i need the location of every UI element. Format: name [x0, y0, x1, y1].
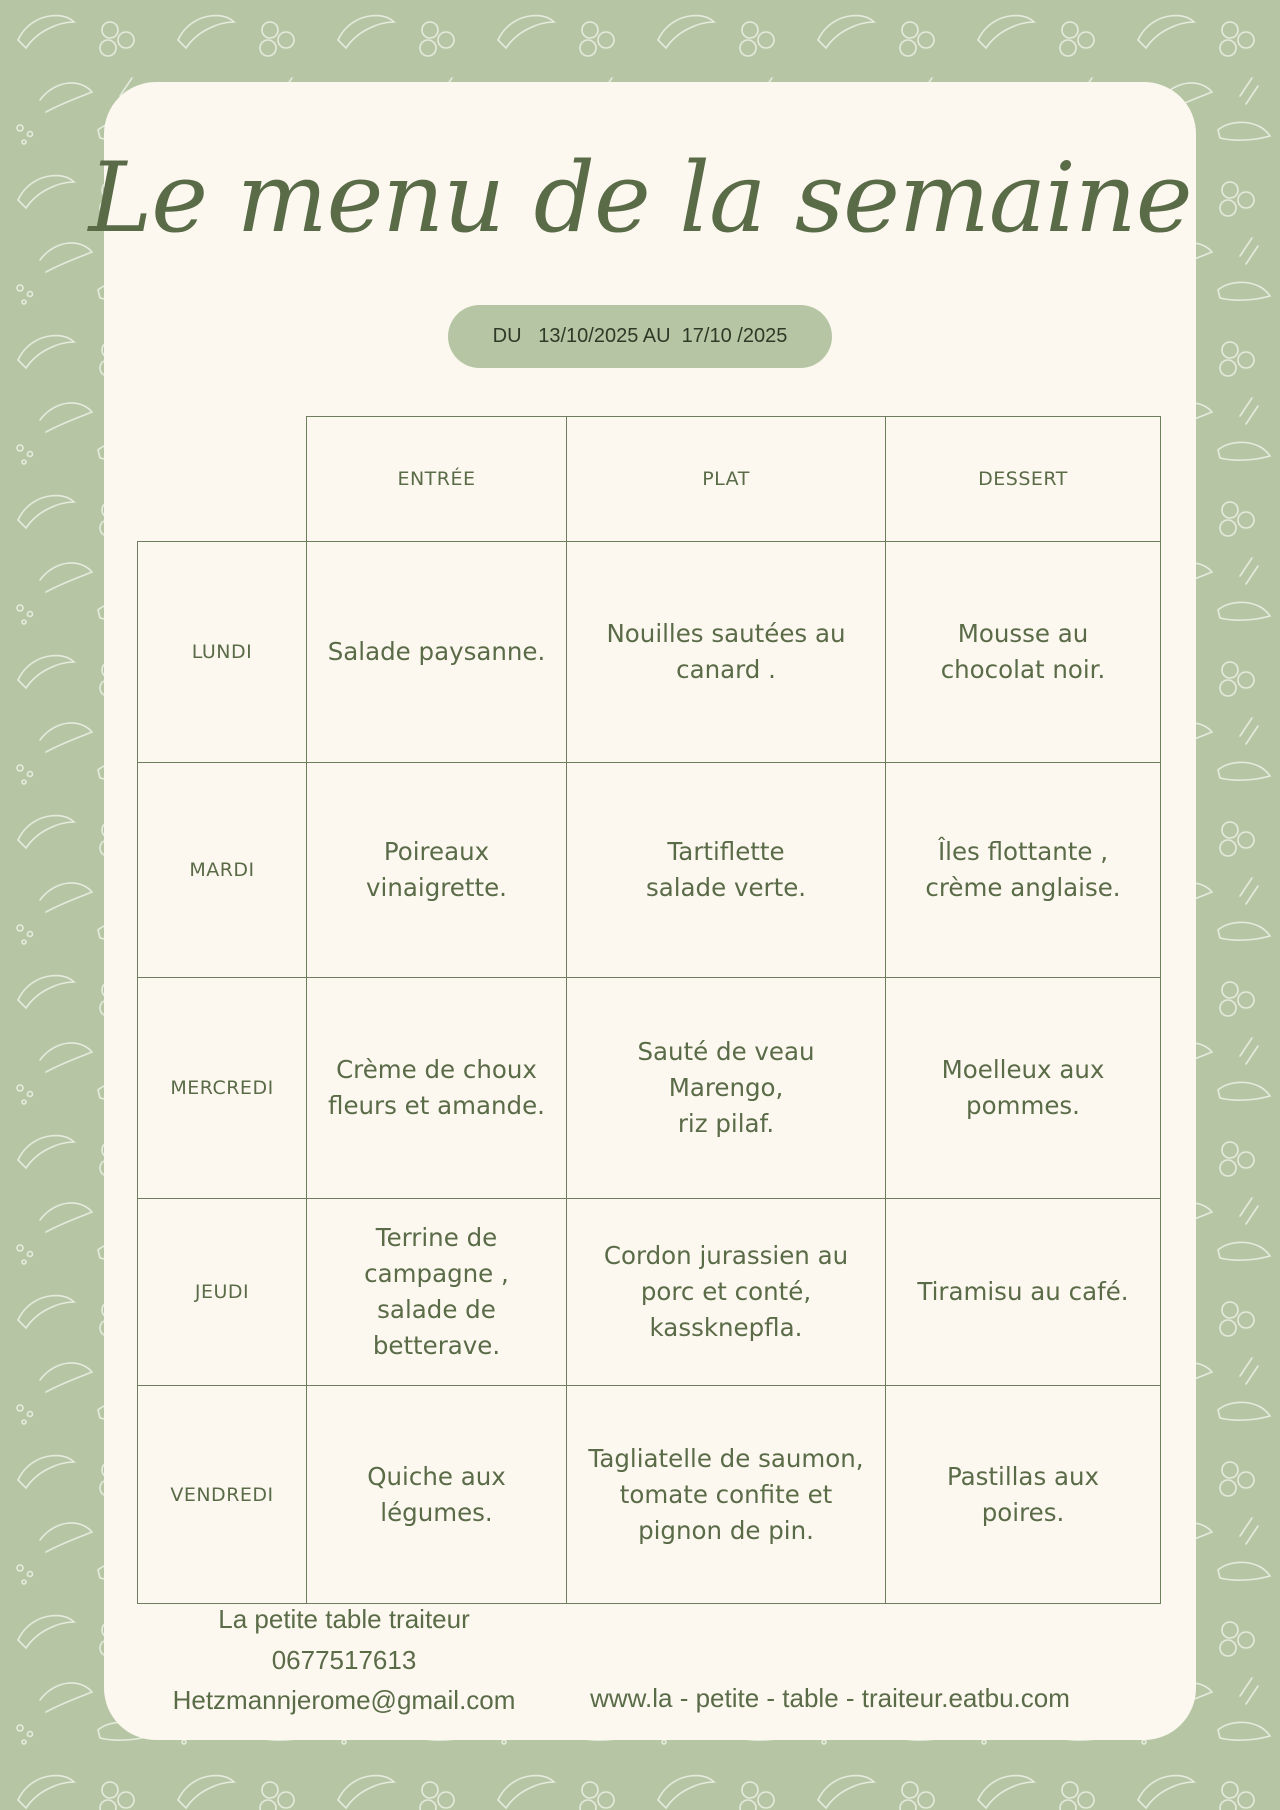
- cell-plat-lundi: Nouilles sautées au canard .: [566, 541, 886, 763]
- cell-entree-vendredi: Quiche aux légumes.: [306, 1385, 567, 1604]
- cell-plat-jeudi: Cordon jurassien au porc et conté, kassknepfla.: [566, 1198, 886, 1386]
- row-day-jeudi: JEUDI: [137, 1198, 307, 1386]
- row-day-vendredi: VENDREDI: [137, 1385, 307, 1604]
- column-header-plat: PLAT: [566, 416, 886, 542]
- cell-dessert-lundi: Mousse au chocolat noir.: [885, 541, 1161, 763]
- website-link[interactable]: www.la - petite - table - traiteur.eatbu.com: [590, 1683, 1070, 1713]
- row-day-mercredi: MERCREDI: [137, 977, 307, 1199]
- column-header-dessert: DESSERT: [885, 416, 1161, 542]
- column-header-entree: ENTRÉE: [306, 416, 567, 542]
- cell-entree-lundi: Salade paysanne.: [306, 541, 567, 763]
- cell-plat-mardi: Tartiflette salade verte.: [566, 762, 886, 978]
- cell-plat-mercredi: Sauté de veau Marengo, riz pilaf.: [566, 977, 886, 1199]
- cell-entree-mardi: Poireaux vinaigrette.: [306, 762, 567, 978]
- date-range-badge: DU 13/10/2025 AU 17/10 /2025: [448, 305, 832, 368]
- cell-dessert-vendredi: Pastillas aux poires.: [885, 1385, 1161, 1604]
- row-day-lundi: LUNDI: [137, 541, 307, 763]
- cell-plat-vendredi: Tagliatelle de saumon, tomate confite et pignon de pin.: [566, 1385, 886, 1604]
- page-title: Le menu de la semaine: [88, 142, 1192, 254]
- email-link[interactable]: Hetzmannjerome@gmail.com: [172, 1685, 516, 1715]
- cell-dessert-jeudi: Tiramisu au café.: [885, 1198, 1161, 1386]
- cell-dessert-mardi: Îles flottante , crème anglaise.: [885, 762, 1161, 978]
- menu-table: [137, 416, 1161, 1604]
- phone-number[interactable]: 0677517613: [271, 1645, 417, 1675]
- row-day-mardi: MARDI: [137, 762, 307, 978]
- cell-dessert-mercredi: Moelleux aux pommes.: [885, 977, 1161, 1199]
- business-name: La petite table traiteur: [218, 1604, 470, 1634]
- cell-entree-mercredi: Crème de choux fleurs et amande.: [306, 977, 567, 1199]
- cell-entree-jeudi: Terrine de campagne , salade de betterave.: [306, 1198, 567, 1386]
